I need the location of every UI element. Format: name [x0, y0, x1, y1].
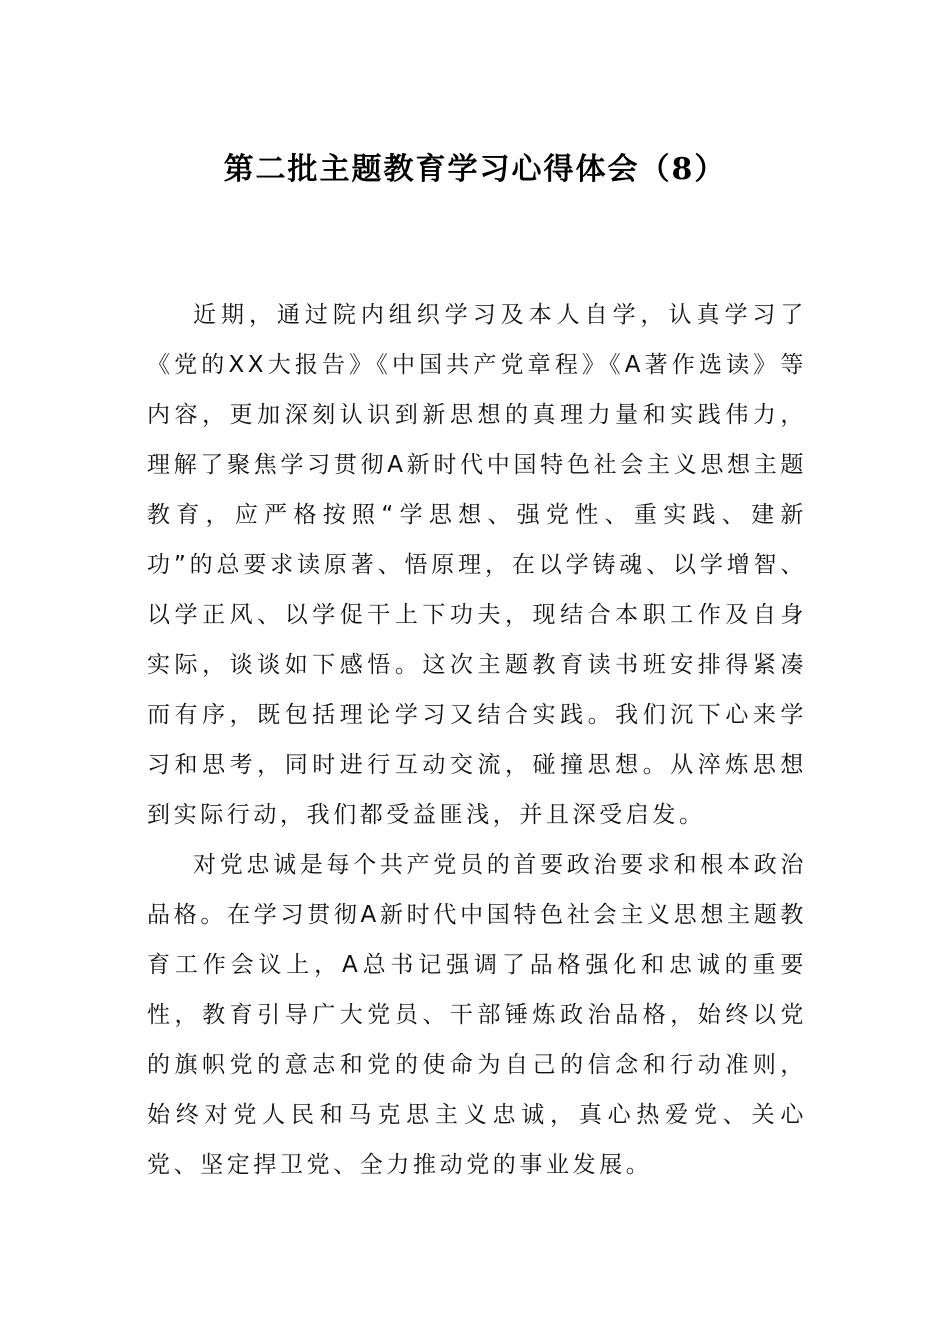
- body-paragraph-1: 近期，通过院内组织学习及本人自学，认真学习了《党的XX大报告》《中国共产党章程》《A著作选读》等内容，更加深刻认识到新思想的真理力量和实践伟力，理解了聚焦学习贯彻A新时代中国特色社会主义思想主题教育，应严格按照“学思想、强党性、重实践、建新功”的总要求读原著、悟原理，在以学铸魂、以学增智、以学正风、以学促干上下功夫，现结合本职工作及自身实际，谈谈如下感悟。这次主题教育读书班安排得紧凑而有序，既包括理论学习又结合实践。我们沉下心来学习和思考，同时进行互动交流，碰撞思想。从淬炼思想到实际行动，我们都受益匪浅，并且深受启发。: [147, 302, 807, 828]
- document-body: [147, 290, 807, 1190]
- document-title: 第二批主题教育学习心得体会（8）: [223, 152, 727, 187]
- body-paragraph-2: 对党忠诚是每个共产党员的首要政治要求和根本政治品格。在学习贯彻A新时代中国特色社会主义思想主题教育工作会议上，A总书记强调了品格强化和忠诚的重要性，教育引导广大党员、干部锤炼政治品格，始终以党的旗帜党的意志和党的使命为自己的信念和行动准则，始终对党人民和马克思主义忠诚，真心热爱党、关心党、坚定捍卫党、全力推动党的事业发展。: [147, 852, 807, 1178]
